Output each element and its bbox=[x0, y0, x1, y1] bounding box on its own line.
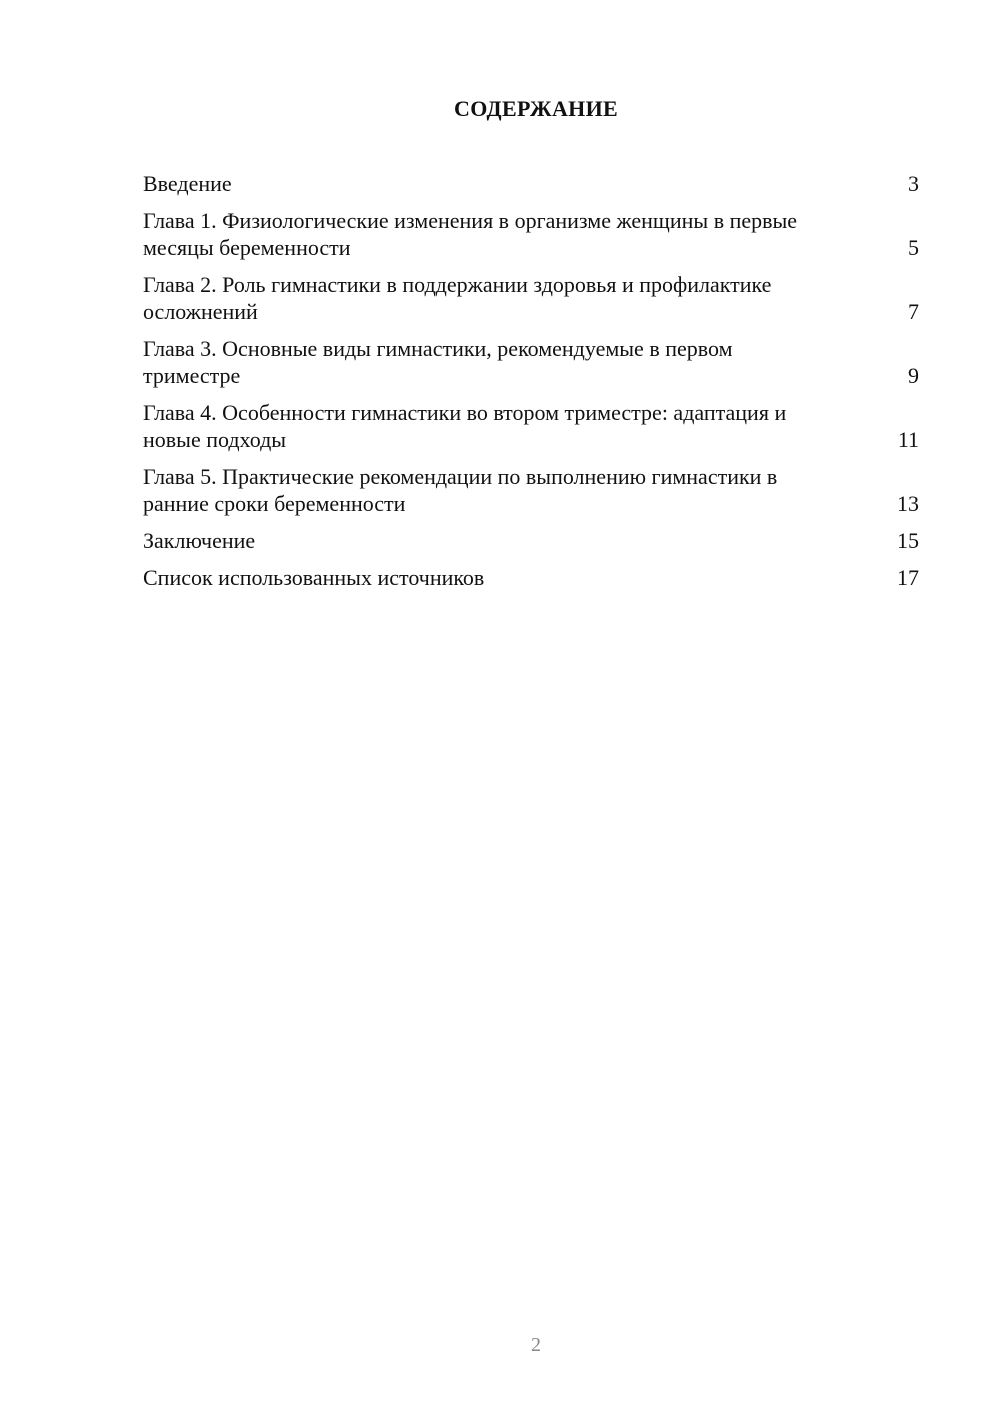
toc-entry-chapter-2[interactable] bbox=[143, 271, 919, 325]
toc-entry-chapter-1[interactable] bbox=[143, 207, 919, 261]
toc-entry-text: Глава 3. Основные виды гимнастики, рекомендуемые в первом триместре bbox=[143, 336, 733, 388]
toc-entry-page: 9 bbox=[908, 363, 919, 388]
toc-entry-page: 5 bbox=[908, 235, 919, 260]
toc-entry-references[interactable] bbox=[143, 564, 919, 591]
toc-entry-page: 7 bbox=[908, 299, 919, 324]
toc-entry-text: Глава 5. Практические рекомендации по выполнению гимнастики в ранние сроки беременности bbox=[143, 464, 778, 516]
page-title: СОДЕРЖАНИЕ bbox=[454, 96, 618, 121]
toc-entry-chapter-4[interactable] bbox=[143, 399, 919, 453]
toc-entry-chapter-3[interactable] bbox=[143, 335, 919, 389]
toc-entry-page: 11 bbox=[897, 427, 919, 452]
toc-entry-conclusion[interactable] bbox=[143, 527, 919, 554]
toc-entry-text: Глава 2. Роль гимнастики в поддержании здоровья и профилактике осложнений bbox=[143, 272, 772, 324]
toc-entry-page: 13 bbox=[897, 491, 919, 516]
toc-entry-page: 17 bbox=[897, 565, 919, 590]
toc-entry-text: Глава 4. Особенности гимнастики во втором триместре: адаптация и новые подходы bbox=[143, 400, 787, 452]
toc-entry-text: Список использованных источников bbox=[143, 565, 485, 590]
toc-entry-introduction[interactable] bbox=[143, 170, 919, 197]
toc-entry-text: Глава 1. Физиологические изменения в организме женщины в первые месяцы беременности bbox=[143, 208, 798, 260]
toc-entry-text: Заключение bbox=[143, 528, 256, 553]
toc-entry-page: 15 bbox=[897, 528, 919, 553]
page-number: 2 bbox=[531, 1334, 541, 1356]
toc-entry-page: 3 bbox=[908, 171, 919, 196]
toc-entry-text: Введение bbox=[143, 171, 232, 196]
table-of-contents bbox=[143, 170, 919, 601]
toc-entry-chapter-5[interactable] bbox=[143, 463, 919, 517]
